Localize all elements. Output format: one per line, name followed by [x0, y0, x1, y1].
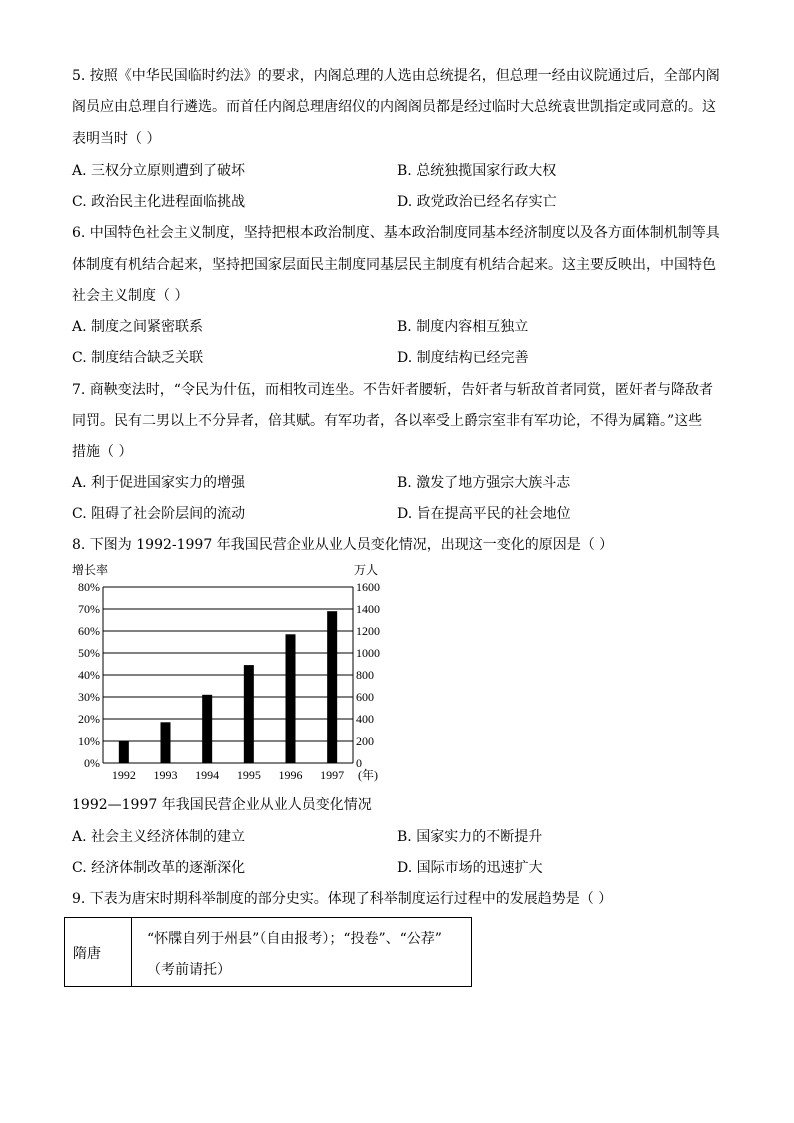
bars	[119, 611, 337, 763]
q6-option-a[interactable]: A. 制度之间紧密联系	[72, 319, 204, 335]
q7-option-d[interactable]: D. 旨在提高平民的社会地位	[397, 506, 571, 522]
q6-stem-line3: 社会主义制度（ ）	[72, 288, 189, 304]
y-right-tick-label: 800	[356, 668, 374, 682]
y-left-axis-label: 增长率	[72, 563, 109, 577]
y-right-tick-label: 1200	[356, 624, 380, 638]
x-tick-label: 1992	[111, 768, 136, 782]
q7-option-c[interactable]: C. 阻碍了社会阶层间的流动	[72, 506, 246, 522]
q8-option-d[interactable]: D. 国际市场的迅速扩大	[397, 860, 543, 876]
y-right-tick-label: 1600	[356, 580, 380, 594]
y-left-tick-label: 30%	[78, 690, 100, 704]
y-right-tick-label: 600	[356, 690, 374, 704]
bar-1993	[161, 722, 171, 763]
q5-stem-line3: 表明当时（ ）	[72, 131, 161, 147]
q7-option-a[interactable]: A. 利于促进国家实力的增强	[72, 475, 246, 491]
x-tick-label: 1994	[195, 768, 220, 782]
q5-stem-line2: 阁员应由总理自行遴选。而首任内阁总理唐绍仪的内阁阁员都是经过临时大总统袁世凯指定或同意的。这	[72, 99, 716, 115]
y-left-tick-label: 80%	[78, 580, 100, 594]
x-tick-label: 1995	[236, 768, 261, 782]
x-axis-unit: (年)	[358, 768, 378, 782]
q8-option-a[interactable]: A. 社会主义经济体制的建立	[72, 829, 246, 845]
q5-stem-line1: 5. 按照《中华民国临时约法》的要求，内阁总理的人选由总统提名，但总理一经由议院通过后，全部内阁	[72, 68, 720, 84]
q7-stem-line3: 措施（ ）	[72, 444, 133, 460]
exam-history-table	[64, 917, 472, 987]
q6-option-c[interactable]: C. 制度结合缺乏关联	[72, 350, 204, 366]
y-right-tick-label: 0	[356, 756, 362, 770]
y-left-tick-label: 0%	[84, 756, 100, 770]
table-row-text-line1: “怀牒自列于州县”（自由报考）；“投卷”、“公荐”	[147, 931, 442, 947]
x-tick-labels	[112, 768, 344, 782]
q6-stem-line1: 6. 中国特色社会主义制度，坚持把根本政治制度、基本政治制度同基本经济制度以及各方面体制机制等具	[72, 225, 720, 241]
q6-option-d[interactable]: D. 制度结构已经完善	[397, 350, 529, 366]
bar-1992	[119, 741, 129, 763]
x-tick-label: 1996	[278, 768, 303, 782]
q5-option-d[interactable]: D. 政党政治已经名存实亡	[397, 194, 557, 210]
x-tick-label: 1997	[320, 768, 345, 782]
q7-option-b[interactable]: B. 激发了地方强宗大族斗志	[397, 475, 571, 491]
q6-option-b[interactable]: B. 制度内容相互独立	[397, 319, 529, 335]
q9-stem-line1: 9. 下表为唐宋时期科举制度的部分史实。体现了科举制度运行过程中的发展趋势是（ ）	[72, 891, 613, 907]
bar-1995	[244, 665, 254, 763]
bar-1997	[327, 611, 337, 763]
y-left-tick-label: 60%	[78, 624, 100, 638]
employment-bar-chart	[66, 562, 396, 784]
q5-option-a[interactable]: A. 三权分立原则遭到了破坏	[72, 163, 246, 179]
y-left-tick-label: 20%	[78, 712, 100, 726]
q6-stem-line2: 体制度有机结合起来，坚持把国家层面民主制度同基层民主制度有机结合起来。这主要反映出，中国特色	[72, 257, 716, 273]
y-left-tick-label: 40%	[78, 668, 100, 682]
y-left-tick-label: 10%	[78, 734, 100, 748]
y-right-tick-label: 200	[356, 734, 374, 748]
y-right-tick-label: 400	[356, 712, 374, 726]
y-right-axis-label: 万人	[354, 563, 379, 577]
table-row-text-line2: （考前请托）	[147, 962, 231, 978]
y-right-tick-label: 1400	[356, 602, 380, 616]
y-right-tick-label: 1000	[356, 646, 380, 660]
x-tick-label: 1993	[153, 768, 178, 782]
q5-option-c[interactable]: C. 政治民主化进程面临挑战	[72, 194, 246, 210]
chart-caption: 1992—1997 年我国民营企业从业人员变化情况	[72, 797, 372, 813]
y-left-tick-label: 70%	[78, 602, 100, 616]
y-left-tick-label: 50%	[78, 646, 100, 660]
q7-stem-line1: 7. 商鞅变法时，“令民为什伍，而相牧司连坐。不告奸者腰斩，告奸者与斩敌首者同赏，匿奸者与降敌者	[72, 382, 713, 398]
gridlines	[103, 587, 353, 741]
bar-1996	[286, 634, 296, 763]
table-row-label-cell	[65, 918, 132, 986]
table-row-label: 隋唐	[73, 946, 101, 962]
q5-option-b[interactable]: B. 总统独揽国家行政大权	[397, 163, 557, 179]
q8-stem-line1: 8. 下图为 1992-1997 年我国民营企业从业人员变化情况，出现这一变化的原因是（ ）	[72, 537, 614, 553]
q7-stem-line2: 同罚。民有二男以上不分异者，倍其赋。有军功者，各以率受上爵宗室非有军功论，不得为属籍。”这些	[72, 413, 703, 429]
q8-option-c[interactable]: C. 经济体制改革的逐渐深化	[72, 860, 246, 876]
q8-option-b[interactable]: B. 国家实力的不断提升	[397, 829, 543, 845]
bar-1994	[202, 695, 212, 763]
